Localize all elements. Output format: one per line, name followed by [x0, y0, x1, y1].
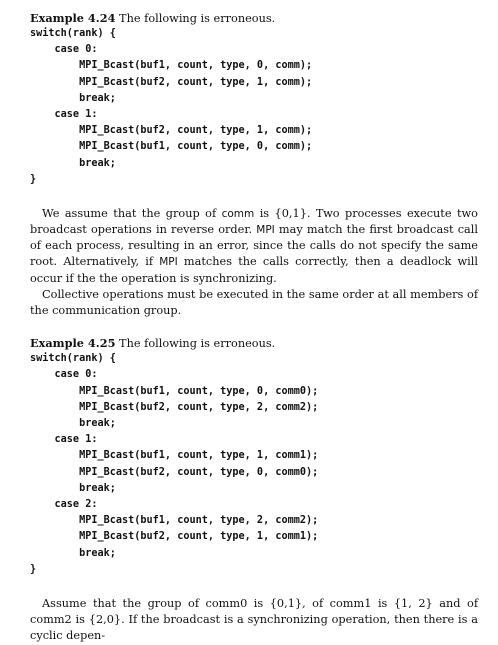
code-block-example-4-25	[30, 351, 478, 578]
code-line: }	[30, 173, 37, 185]
example-4-24-heading	[30, 10, 478, 26]
code-line: switch(rank) {	[30, 353, 116, 365]
example-caption: The following is erroneous.	[119, 12, 276, 25]
example-label: Example 4.25	[30, 336, 116, 351]
paragraph-collective-order: Collective operations must be executed in the same order at all members of the communication group.	[30, 287, 478, 318]
paragraph-deadlock-explanation: We assume that the group of comm is {0,1}. Two processes execute two broadcast operations in reverse order. MPI may match the first broadcast call of each process, resulting in an error, since the calls do not specify the same root. Alternatively, if MPI matches the calls correctly, then a deadlock will occur if the the operation is synchronizing.	[30, 206, 478, 285]
example-label: Example 4.24	[30, 11, 116, 25]
code-line: MPI_Bcast(buf1, count, type, 0, comm0);	[30, 385, 319, 397]
code-line: MPI_Bcast(buf1, count, type, 0, comm);	[30, 141, 313, 153]
code-line: switch(rank) {	[30, 28, 116, 39]
code-line: }	[30, 563, 37, 575]
code-line: MPI_Bcast(buf2, count, type, 1, comm);	[30, 76, 313, 88]
code-line: case 2:	[30, 498, 98, 510]
inline-code-mpi: MPI	[256, 224, 275, 237]
code-line: break;	[30, 418, 116, 430]
code-line: MPI_Bcast(buf1, count, type, 0, comm);	[30, 60, 313, 72]
code-block-example-4-24	[30, 26, 478, 188]
code-line: case 1:	[30, 434, 98, 446]
code-line: break;	[30, 482, 116, 494]
code-line: MPI_Bcast(buf1, count, type, 1, comm1);	[30, 450, 319, 462]
code-line: MPI_Bcast(buf1, count, type, 2, comm2);	[30, 515, 319, 527]
document-page	[30, 10, 478, 645]
inline-code-mpi: MPI	[159, 256, 178, 269]
code-line: break;	[30, 157, 116, 169]
inline-code-comm: comm	[221, 207, 255, 220]
code-line: break;	[30, 547, 116, 559]
code-line: MPI_Bcast(buf2, count, type, 2, comm2);	[30, 401, 319, 413]
code-line: MPI_Bcast(buf2, count, type, 0, comm0);	[30, 466, 319, 478]
example-4-25-heading	[30, 335, 478, 351]
code-line: case 0:	[30, 44, 98, 56]
code-line: case 1:	[30, 108, 98, 120]
code-line: case 0:	[30, 369, 98, 381]
paragraph-cyclic-dependency: Assume that the group of comm0 is {0,1}, of comm1 is {1, 2} and of comm2 is {2,0}. If the broadcast is a synchronizing operation, then there is a cyclic depen-	[30, 596, 478, 643]
code-line: MPI_Bcast(buf2, count, type, 1, comm1);	[30, 531, 319, 543]
code-line: MPI_Bcast(buf2, count, type, 1, comm);	[30, 125, 313, 137]
example-caption: The following is erroneous.	[119, 337, 276, 351]
code-line: break;	[30, 92, 116, 104]
